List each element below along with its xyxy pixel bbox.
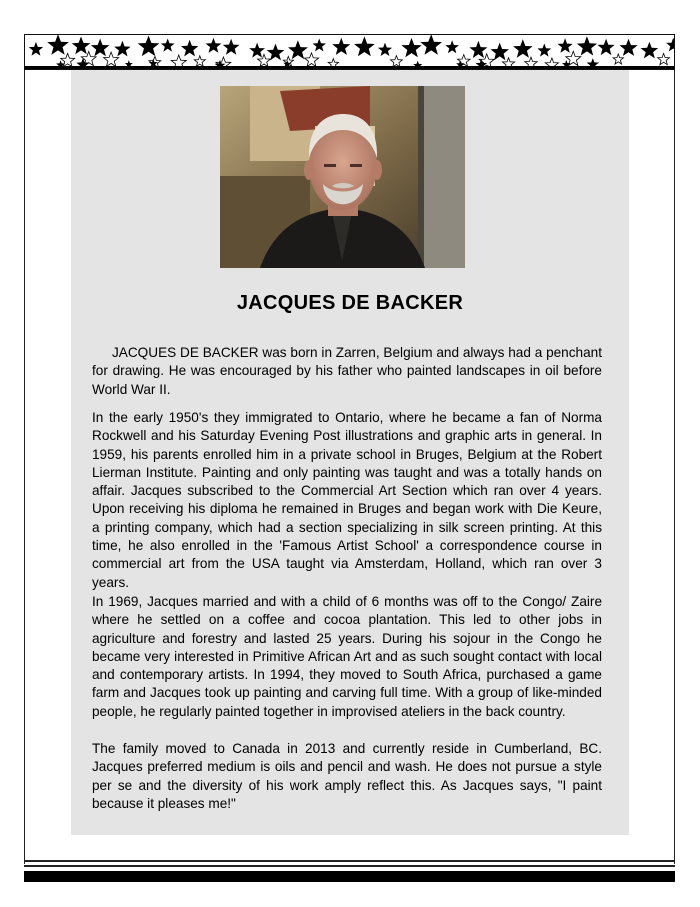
bio-paragraph-2: In the early 1950's they immigrated to Ontario, where he became a fan of Norma Rockwell and his Saturday Evening Post illustrations and graphic arts in general. In 1959, his parents enrolled him in a private school in Bruges, Belgium at the Robert Lierman Institute. Painting and only painting was taught and was a totally hands on affair. Jacques subscribed to the Commercial Art Section which ran over 4 years. Upon receiving his diploma he remained in Bruges and began work with Die Keure, a printing company, which had a section specializing in silk screen printing. At this time, he also enrolled in the 'Famous Artist School' a correspondence course in commercial art from the USA taught via Amsterdam, Holland, which ran over 3 years. [92,410,602,590]
page-title: JACQUES DE BACKER [236,292,464,314]
bio-paragraph-4: The family moved to Canada in 2013 and currently reside in Cumberland, BC. Jacques preferred medium is oils and pencil and wash. He does not pursue a style per se and the diversity of his work amply reflect this. As Jacques says, "I paint because it pleases me!" [92,741,602,811]
footer-rule-thin-2 [24,865,675,867]
footer-rule-thin [24,860,675,862]
person-photo-icon [220,86,465,268]
star-pattern-icon [25,35,675,70]
bio-paragraph-3: In 1969, Jacques married and with a child of 6 months was off to the Congo/ Zaire where he settled on a coffee and cocoa plantation. This led to other jobs in agriculture and forestry and lasted 25 years. During his sojour in the Congo he became very interested in Primitive African Art and as such sought contact with local and contemporary artists. In 1994, they moved to South Africa, purchased a game farm and Jacques took up painting and carving full time. With a group of like-minded people, he regularly painted together in improvised ateliers in the back country. [92,594,602,719]
star-border-header [24,34,675,70]
bio-paragraph-1: JACQUES DE BACKER was born in Zarren, Belgium and always had a penchant for drawing. He was encouraged by his father who painted landscapes in oil before World War II. [92,345,602,397]
footer-rule-thick [24,871,675,882]
portrait-photo [220,86,465,268]
